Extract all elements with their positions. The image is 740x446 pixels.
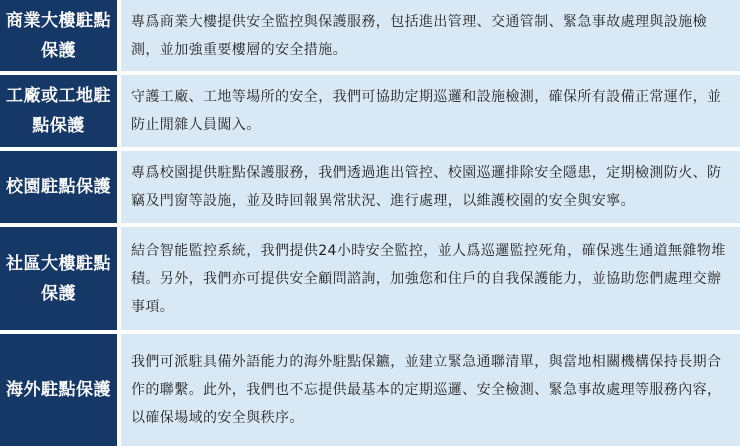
service-title-cell [0, 75, 117, 147]
service-title-cell [0, 151, 117, 223]
service-title: 社區大樓駐點保護 [6, 253, 111, 304]
service-description-cell [121, 227, 740, 330]
service-description: 專爲商業大樓提供安全監控與保護服務，包括進出管理、交通管制、緊急事故處理與設施檢測，並加強重要樓層的安全措施。 [131, 13, 707, 58]
service-description-cell [121, 334, 740, 446]
service-title: 校園駐點保護 [6, 177, 111, 197]
service-row-campus [0, 151, 740, 223]
service-title-cell [0, 334, 117, 446]
service-description-cell [121, 0, 740, 71]
service-description: 守護工廠、工地等場所的安全，我們可協助定期巡邏和設施檢測，確保所有設備正常運作，並防止閒雜人員闖入。 [131, 89, 722, 133]
service-description-cell [121, 75, 740, 147]
service-description: 結合智能監控系統，我們提供24小時安全監控，並人爲巡邏監控死角，確保逃生通道無雜物堆積。另外，我們亦可提供安全顧問諮詢，加強您和住戶的自我保護能力，並協助您們處理交辦事項。 [131, 242, 726, 315]
service-title: 工廠或工地駐點保護 [6, 86, 111, 136]
service-row-overseas [0, 334, 740, 446]
service-title-cell [0, 0, 117, 71]
service-description: 我們可派駐具備外語能力的海外駐點保鑣，並建立緊急通聯清單，與當地相關機構保持長期合作的聯繫。此外，我們也不忘提供最基本的定期巡邏、安全檢測、緊急事故處理等服務內容，以確保場域的安全與秩序。 [131, 354, 722, 426]
service-title-cell [0, 227, 117, 330]
service-description-cell [121, 151, 740, 223]
service-description: 專爲校園提供駐點保護服務，我們透過進出管控、校園巡邏排除安全隱患，定期檢測防火、防竊及門窗等設施，並及時回報異常狀況、進行處理，以維護校園的安全與安寧。 [131, 165, 722, 209]
service-title: 海外駐點保護 [6, 380, 111, 400]
service-row-community-building [0, 227, 740, 330]
service-row-commercial-building [0, 0, 740, 71]
service-row-factory-site [0, 75, 740, 147]
service-title: 商業大樓駐點保護 [6, 10, 111, 61]
